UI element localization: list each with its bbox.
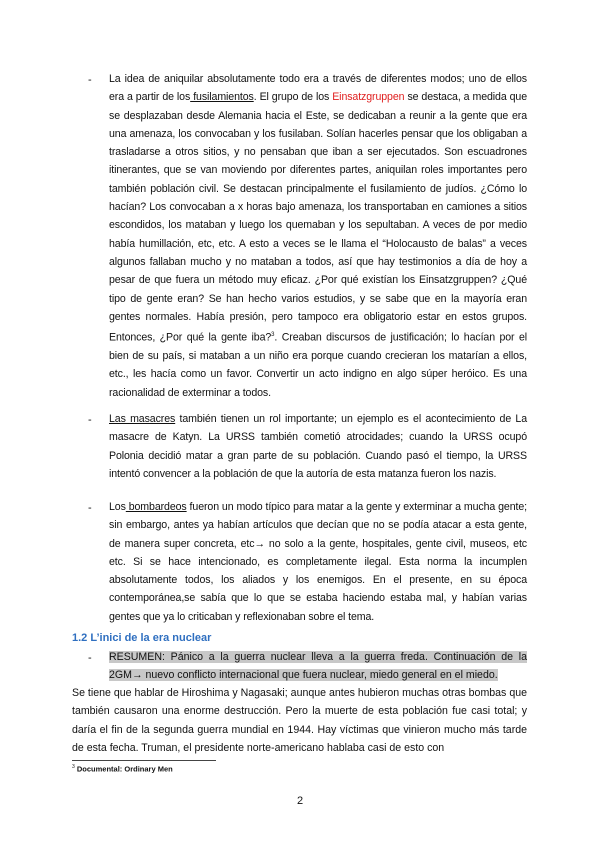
bullet-marker: - [88,652,92,664]
footnote-separator [72,760,216,761]
highlighted-term: Einsatzgruppen [332,91,405,104]
text-run: . Creaban discursos de justificación; lo hacían por el bien de su país, si mataban a un niño era porque cuando crecieran los matarían a ellos, etc., les hacía como un favor. Convertir un acto indigno en algo súper heróico. Es una racionalidad de exterminar a todos. [109,331,527,399]
summary-text: RESUMEN: Pánico a la guerra nuclear lleva a la guerra freda. Continuación de la 2GM→ nuevo conflicto internacional que fuera nuclear, miedo general en el miedo. [109,651,527,682]
text-run: también tienen un rol importante; un ejemplo es el acontecimiento de La masacre de Katyn. La URSS también cometió atrocidades; cuando la URSS ocupó Polonia decidió matar a gran parte de su población. Cuando pasó el tiempo, la URSS intentó convencer a la población de que la autoría de esta matanza fueron los nazis. [109,413,527,480]
underlined-term: fusilamientos [190,91,254,104]
footnote [72,764,173,774]
text-run: Los [109,501,126,513]
bullet-marker: - [88,74,92,86]
bullet-paragraph-masacres [109,410,527,483]
text-run: . El grupo de los [253,91,333,104]
footnote-text: Documental: Ordinary Men [74,764,173,774]
section-heading: 1.2 L’inici de la era nuclear [72,632,212,644]
bullet-paragraph-fusilamientos [109,70,527,402]
underlined-term: Las masacres [109,413,176,425]
underlined-term: bombardeos [125,501,187,513]
bullet-marker: - [88,414,92,426]
footnote-ref: 3 [271,332,275,339]
summary-paragraph [109,648,527,685]
text-run: fueron un modo típico para matar a la gente y exterminar a mucha gente; sin embargo, antes ya habían artículos que decían que no se podía atacar a esta gente, de manera super concreta, etc→ no solo a la gente, hospitales, gente civil, museos, etc etc. Si se hace intencionado, es completamente ilegal. Esta norma la incumplen absolutamente todos, los aliados y los enemigos. En el presente, en su época contemporánea,se sabía que lo que se estaba haciendo estaba mal, y habían varias gentes que ya lo criticaban y reflexionaban sobre el tema. [109,501,527,623]
body-paragraph: Se tiene que hablar de Hiroshima y Nagasaki; aunque antes hubieron muchas otras bombas que también causaron una enorme destrucción. Pero la muerte de esta población fue casi total; y daría el fin de la segunda guerra mundial en 1944. Hay víctimas que vinieron mucho más tarde de esta fecha. Truman, el presidente norte-americano hablaba casi de esto con [72,687,527,754]
bullet-marker: - [88,502,92,514]
text-run: se destaca, a medida que se desplazaban desde Alemania hacia el Este, se dedicaban a reunir a la gente que era una amenaza, los convocaban y los fusilaban. Solían hacerles pensar que los obligaban a trasladarse a otros sitios, y no pensaban que iban a ser ejecutados. Son escuadrones itinerantes, que se van moviendo por diferentes partes, aniquilan roles importantes pero también población civil. Se destacan principalmente el fusilamiento de judíos. ¿Cómo lo hacían? Los convocaban a x horas bajo amenaza, los transportaban en camiones a sitios escondidos, los mataban y luego los quemaban y los sepultaban. A veces de por medio había humillación, etc, etc. A esto a veces se le llama el “Holocausto de balas” a veces algunos fallaban mucho y no mataban a todos, así que hay testimonios a día de hoy a pesar de que fuera un método muy eficaz. ¿Por qué existían los Einsatzgruppen? ¿Qué tipo de gente eran? Se han hecho varios estudios, y se sabe que en la mayoría eran gentes normales. Había presión, pero tampoco era obligatorio estar en estos grupos. Entonces, ¿Por qué la gente iba? [109,91,527,344]
page-number: 2 [296,795,304,807]
text-run: La idea de aniquilar absolutamente todo era a través de diferentes modos; uno de ellos era a partir de los [109,73,527,104]
bullet-paragraph-bombardeos [109,498,527,626]
footnote-mark: 3 [72,764,75,770]
